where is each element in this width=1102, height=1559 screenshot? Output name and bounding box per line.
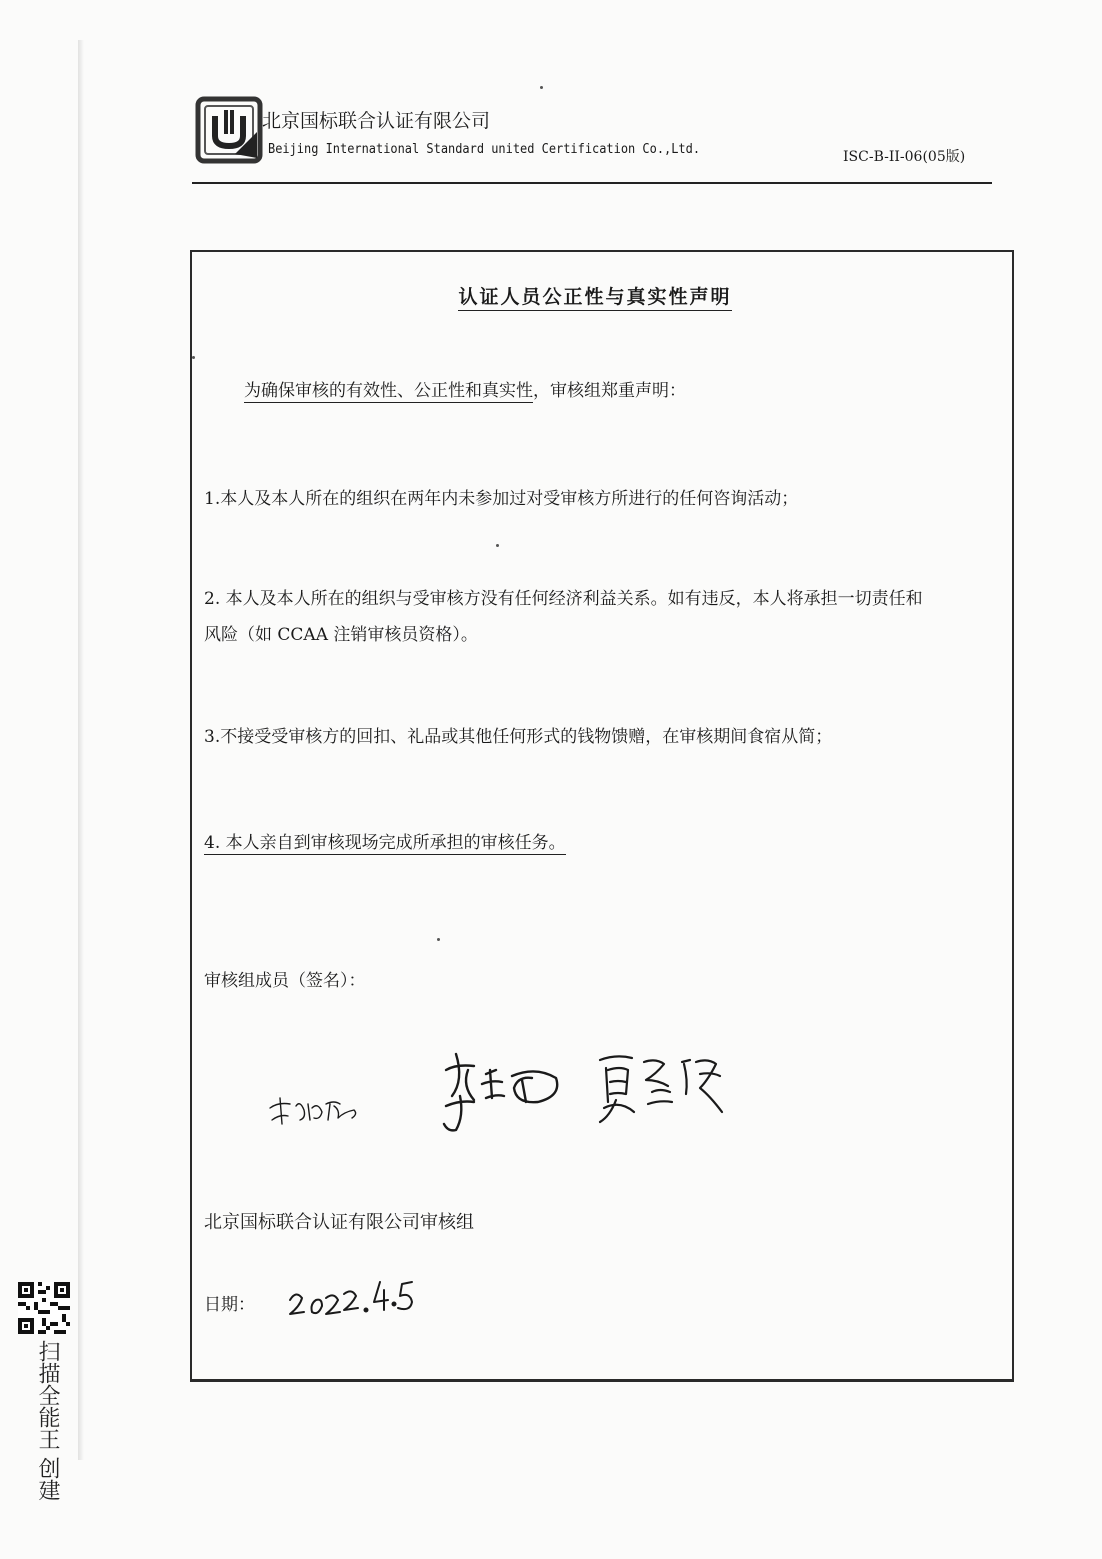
scan-shadow <box>78 40 84 1460</box>
date-label: 日期： <box>204 1295 255 1315</box>
intro-rest-text: ，审核组郑重声明： <box>533 381 686 401</box>
scan-speck <box>192 356 195 359</box>
scan-speck <box>437 938 440 941</box>
clause-4 <box>204 826 566 860</box>
handwritten-signature-1 <box>270 1098 356 1124</box>
clause-4-text: 4. 本人亲自到审核现场完成所承担的审核任务。 <box>204 833 566 853</box>
header-divider <box>192 182 992 184</box>
intro-underlined-text: 为确保审核的有效性、公正性和真实性 <box>244 381 533 401</box>
clause-2-line-2: 风险（如 CCAA 注销审核员资格）。 <box>204 625 478 645</box>
scanner-watermark-text: 扫描全能王 创建 <box>35 1340 60 1501</box>
company-logo-icon <box>195 96 263 164</box>
intro-paragraph <box>244 374 686 408</box>
clause-3: 3.不接受受审核方的回扣、礼品或其他任何形式的钱物馈赠，在审核期间食宿从简； <box>204 727 833 747</box>
scan-speck <box>540 86 543 89</box>
handwritten-signature-3 <box>600 1056 722 1122</box>
audit-group-name: 北京国标联合认证有限公司审核组 <box>204 1212 474 1233</box>
members-signature-label: 审核组成员（签名）： <box>204 971 366 991</box>
signatures-area <box>260 1040 740 1140</box>
clause-2-line-1: 2. 本人及本人所在的组织与受审核方没有任何经济利益关系。如有违反，本人将承担一切责任和 <box>204 589 923 609</box>
company-name-en: Beijing International Standard united Certification Co.,Ltd. <box>268 142 701 157</box>
handwritten-date <box>282 1274 422 1324</box>
qr-code-icon <box>18 1282 70 1334</box>
document-title-text: 认证人员公正性与真实性声明 <box>458 286 731 311</box>
form-code: ISC-B-II-06(05版) <box>843 149 966 165</box>
company-name-cn: 北京国标联合认证有限公司 <box>262 110 491 132</box>
clause-1: 1.本人及本人所在的组织在两年内未参加过对受审核方所进行的任何咨询活动； <box>204 489 799 509</box>
scan-speck <box>496 544 499 547</box>
handwritten-signature-2 <box>444 1054 557 1130</box>
document-title <box>0 282 1102 309</box>
